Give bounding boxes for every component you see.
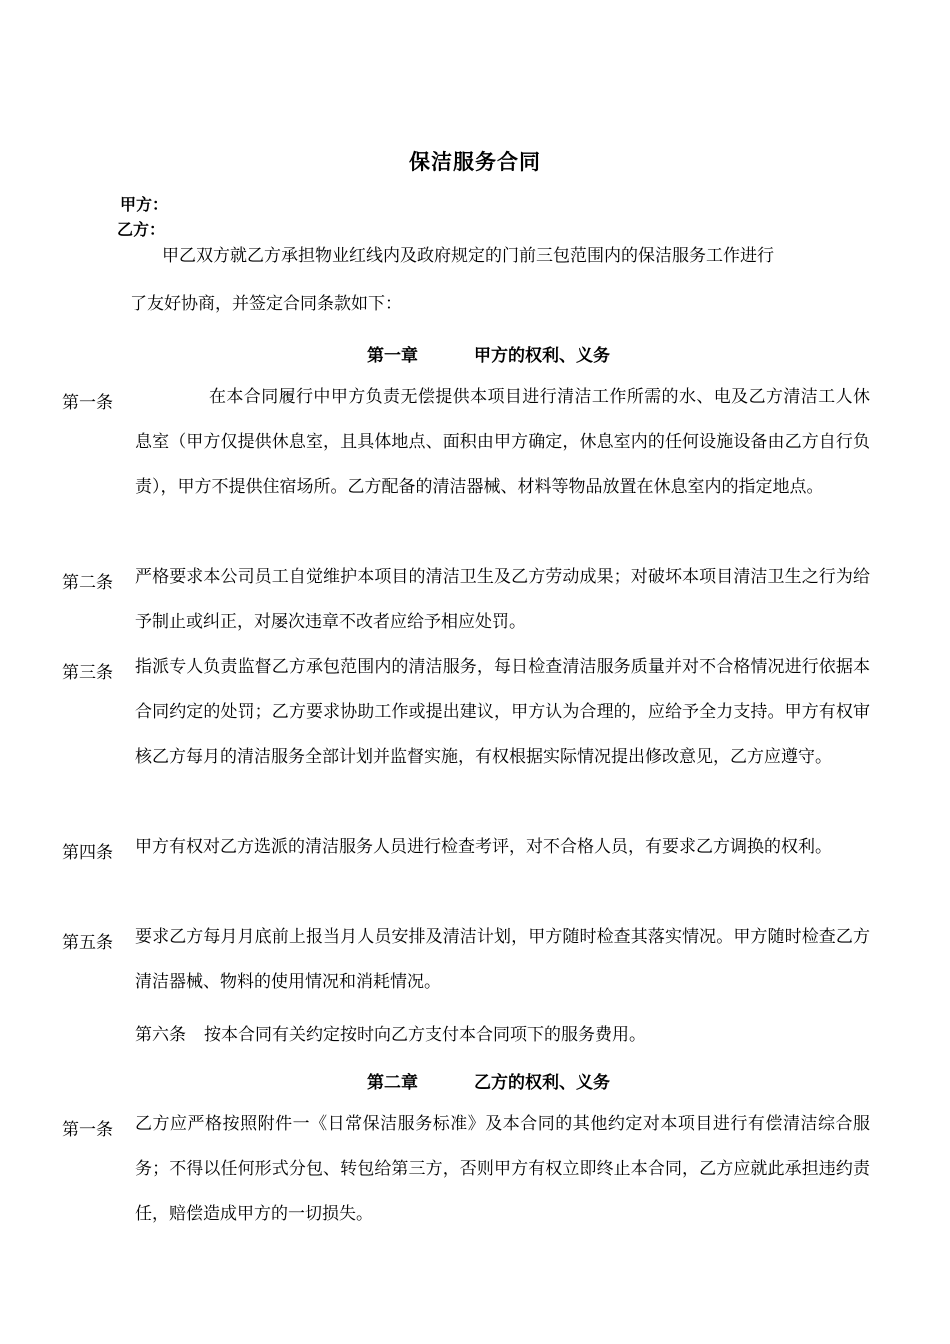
chapter-2-name: 乙方的权利、义务: [474, 1073, 610, 1093]
article-text: 指派专人负责监督乙方承包范围内的清洁服务，每日检查清洁服务质量并对不合格情况进行依据本合同约定的处罚；乙方要求协助工作或提出建议，甲方认为合理的，应给予全力支持。甲方有权审核乙方每月的清洁服务全部计划并监督实施，有权根据实际情况提出修改意见，乙方应遵守。: [135, 657, 870, 767]
chapter-1-number: 第一章: [367, 346, 418, 366]
chapter-1-heading: [367, 341, 610, 366]
intro-line-1: 甲乙双方就乙方承担物业红线内及政府规定的门前三包范围内的保洁服务工作进行: [162, 246, 774, 266]
article-number: 第一条: [62, 1120, 113, 1140]
chapter-1-article-6: [135, 1020, 646, 1045]
article-number: 第二条: [62, 573, 113, 593]
article-text: 乙方应严格按照附件一《日常保洁服务标准》及本合同的其他约定对本项目进行有偿清洁综合服务；不得以任何形式分包、转包给第三方，否则甲方有权立即终止本合同，乙方应就此承担违约责任，赔偿造成甲方的一切损失。: [135, 1114, 870, 1224]
chapter-2-heading: [367, 1068, 610, 1093]
article-text: 按本合同有关约定按时向乙方支付本合同项下的服务费用。: [204, 1025, 646, 1045]
document-title: 保洁服务合同: [409, 149, 541, 174]
article-number: 第一条: [62, 393, 113, 413]
article-number: 第六条: [135, 1025, 186, 1045]
intro-line-2: 了友好协商，并签定合同条款如下：: [130, 294, 402, 314]
chapter-1-name: 甲方的权利、义务: [474, 346, 610, 366]
article-text: 在本合同履行中甲方负责无偿提供本项目进行清洁工作所需的水、电及乙方清洁工人休息室（甲方仅提供休息室，且具体地点、面积由甲方确定，休息室内的任何设施设备由乙方自行负责），甲方不提供住宿场所。乙方配备的清洁器械、材料等物品放置在休息室内的指定地点。: [135, 387, 870, 497]
article-number: 第五条: [62, 933, 113, 953]
party-a-label: 甲方：: [120, 195, 169, 214]
article-number: 第四条: [62, 843, 113, 863]
article-text: 甲方有权对乙方选派的清洁服务人员进行检查考评，对不合格人员，有要求乙方调换的权利。: [135, 837, 832, 857]
article-text: 要求乙方每月月底前上报当月人员安排及清洁计划，甲方随时检查其落实情况。甲方随时检查乙方清洁器械、物料的使用情况和消耗情况。: [135, 927, 870, 992]
article-text: 严格要求本公司员工自觉维护本项目的清洁卫生及乙方劳动成果；对破坏本项目清洁卫生之行为给予制止或纠正，对屡次违章不改者应给予相应处罚。: [135, 567, 870, 632]
chapter-2-number: 第二章: [367, 1073, 418, 1093]
party-b-label: 乙方：: [117, 220, 166, 239]
article-number: 第三条: [62, 663, 113, 683]
